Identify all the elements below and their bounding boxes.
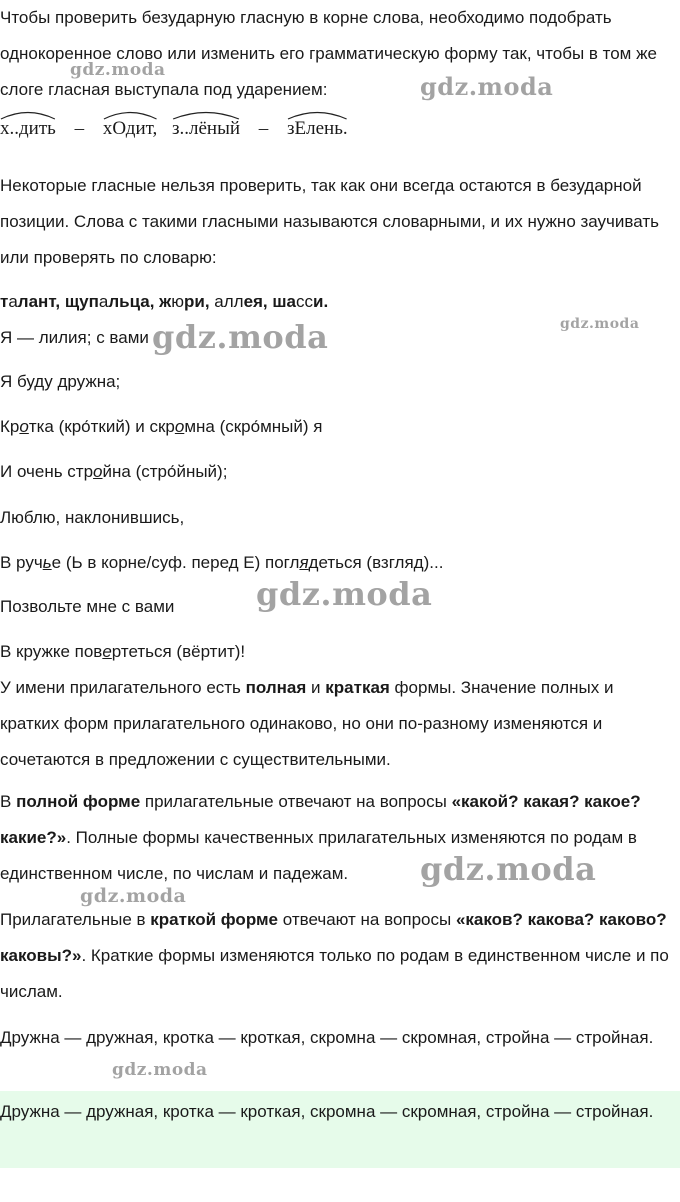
paragraph-full-form: В полной форме прилагательные отвечают на вопросы «какой? какая? какое? какие?». Полные формы качественных прилагательных изменяются по родам в единственном числе, по числам и падежам. [0,792,641,883]
poem-line-4: И очень стройна (стро́йный); [0,462,228,481]
watermark: gdz.moda [70,60,166,80]
dash: – [258,118,269,139]
watermark: gdz.moda [112,1060,208,1080]
watermark: gdz.moda [152,318,329,356]
paragraph-adjective-forms: У имени прилагательного есть полная и краткая формы. Значение полных и кратких форм прилагательного одинаково, но они по-разному изменяются и сочетаются в предложении с существительными. [0,678,614,769]
dictionary-words-line: талант, щупальца, жюри, аллея, шасси. [0,292,329,311]
paragraph-rule-intro: Чтобы проверить безударную гласную в корне слова, необходимо подобрать однокоренное слово или изменить его грамматическую форму так, чтобы в том же слоге гласная выступала под ударением: [0,8,657,99]
watermark: gdz.moda [420,72,554,101]
example-word-2: хОдит, [103,118,157,140]
paragraph-example-pairs: Дружна — дружная, кротка — кроткая, скромна — скромная, стройна — стройная. [0,1028,654,1047]
example-word-4: зЕлень. [287,118,348,140]
paragraph-dictionary-words: Некоторые гласные нельзя проверить, так как они всегда остаются в безударной позиции. Слова с такими гласными называются словарными, и их нужно заучивать или проверять по словарю: [0,176,659,267]
poem-line-7: Позвольте мне с вами [0,597,175,616]
poem-line-6: В ручье (Ь в корне/суф. перед Е) поглядеться (взгляд)... [0,553,444,572]
example-word-3: з..лёный [172,118,240,140]
answer-text: Дружна — дружная, кротка — кроткая, скромна — скромная, стройна — стройная. [0,1102,654,1121]
dash: – [74,118,85,139]
poem-line-5: Люблю, наклонившись, [0,508,185,527]
poem-line-3: Кротка (кро́ткий) и скромна (скро́мный) я [0,417,323,436]
poem-line-2: Я буду дружна; [0,372,121,391]
poem-line-1: Я — лилия; с вами [0,328,149,347]
poem-line-8: В кружке повертеться (вёртит)! [0,642,246,661]
watermark: gdz.moda [560,316,640,332]
paragraph-short-form: Прилагательные в краткой форме отвечают на вопросы «каков? какова? каково? каковы?». Краткие формы изменяются только по родам в единственном числе и по числам. [0,910,669,1001]
watermark: gdz.moda [80,885,187,907]
example-words [0,118,348,140]
watermark: gdz.moda [256,575,433,613]
example-word-1: х..дить [0,118,56,140]
watermark: gdz.moda [420,850,597,888]
